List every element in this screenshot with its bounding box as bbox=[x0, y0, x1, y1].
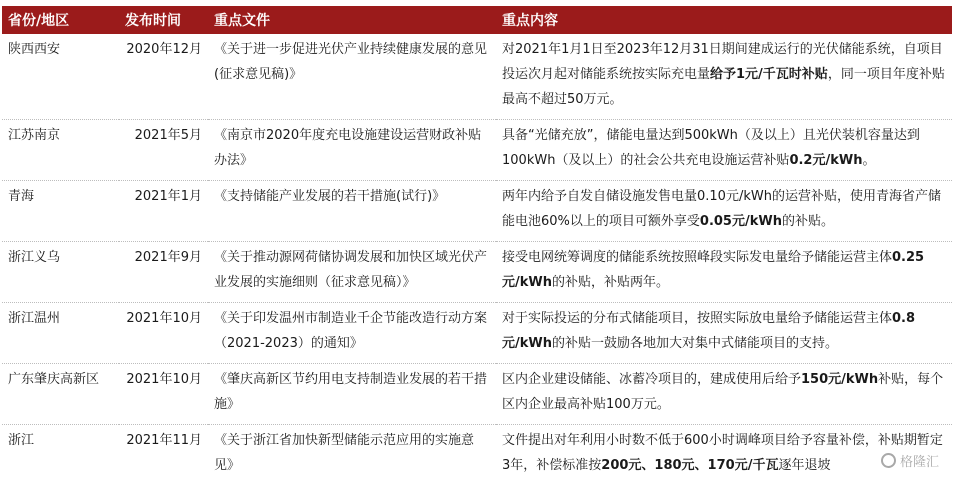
row-region: 青海 bbox=[2, 181, 119, 242]
row-region: 江苏南京 bbox=[2, 120, 119, 181]
row-document: 《南京市2020年度充电设施建设运营财政补贴办法》 bbox=[208, 120, 496, 181]
row-document: 《肇庆高新区节约用电支持制造业发展的若干措施》 bbox=[208, 364, 496, 425]
row-date: 2021年5月 bbox=[119, 120, 208, 181]
content-text: 文件提出对年利用小时数不低于600小时调峰项目给予容量补偿，补贴期暂定3年，补偿标准按 bbox=[502, 433, 943, 473]
row-region: 浙江温州 bbox=[2, 303, 119, 364]
content-text: 的补贴，补贴两年。 bbox=[552, 275, 669, 290]
row-date: 2020年12月 bbox=[119, 34, 208, 120]
table-row bbox=[2, 120, 952, 181]
table-header-row bbox=[2, 6, 952, 34]
table-row bbox=[2, 425, 952, 485]
content-highlight: 0.2元/kWh bbox=[789, 153, 862, 168]
table-row bbox=[2, 303, 952, 364]
content-highlight: 0.25元/kWh bbox=[502, 250, 924, 290]
table-row bbox=[2, 364, 952, 425]
policy-table bbox=[2, 6, 952, 485]
header-content: 重点内容 bbox=[496, 6, 952, 34]
row-document: 《支持储能产业发展的若干措施(试行)》 bbox=[208, 181, 496, 242]
table-row bbox=[2, 242, 952, 303]
table-row bbox=[2, 181, 952, 242]
content-text: 补贴，每个区内企业最高补贴100万元。 bbox=[502, 372, 943, 412]
header-date: 发布时间 bbox=[119, 6, 208, 34]
table-row bbox=[2, 34, 952, 120]
content-text: ，同一项目年度补贴最高不超过50万元。 bbox=[502, 67, 945, 107]
content-text: 区内企业建设储能、冰蓄冷项目的，建成使用后给予 bbox=[502, 372, 801, 387]
content-highlight: 给予1元/千瓦时补贴 bbox=[710, 67, 828, 82]
watermark-text: 格隆汇 bbox=[900, 451, 939, 470]
row-region: 广东肇庆高新区 bbox=[2, 364, 119, 425]
content-text: 接受电网统筹调度的储能系统按照峰段实际发电量给予储能运营主体 bbox=[502, 250, 892, 265]
row-document: 《关于推动源网荷储协调发展和加快区域光伏产业发展的实施细则（征求意见稿）》 bbox=[208, 242, 496, 303]
row-region: 浙江 bbox=[2, 425, 119, 485]
header-region: 省份/地区 bbox=[2, 6, 119, 34]
row-date: 2021年10月 bbox=[119, 364, 208, 425]
content-text: 。 bbox=[862, 153, 875, 168]
content-text: 的补贴一鼓励各地加大对集中式储能项目的支持。 bbox=[552, 336, 838, 351]
content-highlight: 0.8元/kWh bbox=[502, 311, 915, 351]
row-content bbox=[496, 364, 952, 425]
row-content bbox=[496, 303, 952, 364]
row-region: 浙江义乌 bbox=[2, 242, 119, 303]
row-content bbox=[496, 242, 952, 303]
row-content bbox=[496, 120, 952, 181]
content-text: 对2021年1月1日至2023年12月31日期间建成运行的光伏储能系统，自项目投运次月起对储能系统按实际充电量 bbox=[502, 42, 943, 82]
gelonghui-logo-icon bbox=[881, 453, 896, 468]
content-text: 对于实际投运的分布式储能项目，按照实际放电量给予储能运营主体 bbox=[502, 311, 892, 326]
row-content bbox=[496, 34, 952, 120]
row-date: 2021年11月 bbox=[119, 425, 208, 485]
row-date: 2021年10月 bbox=[119, 303, 208, 364]
row-document: 《关于进一步促进光伏产业持续健康发展的意见(征求意见稿)》 bbox=[208, 34, 496, 120]
content-text: 逐年退坡 bbox=[778, 458, 830, 473]
content-text: 的补贴。 bbox=[782, 214, 834, 229]
watermark bbox=[881, 451, 939, 470]
row-date: 2021年1月 bbox=[119, 181, 208, 242]
row-date: 2021年9月 bbox=[119, 242, 208, 303]
row-content bbox=[496, 181, 952, 242]
content-highlight: 150元/kWh bbox=[801, 372, 878, 387]
row-document: 《关于浙江省加快新型储能示范应用的实施意见》 bbox=[208, 425, 496, 485]
row-document: 《关于印发温州市制造业千企节能改造行动方案（2021-2023）的通知》 bbox=[208, 303, 496, 364]
content-highlight: 0.05元/kWh bbox=[700, 214, 782, 229]
header-document: 重点文件 bbox=[208, 6, 496, 34]
content-text: 两年内给予自发自储设施发售电量0.10元/kWh的运营补贴，使用青海省产储能电池60%以上的项目可额外享受 bbox=[502, 189, 941, 229]
content-highlight: 200元、180元、170元/千瓦 bbox=[601, 458, 778, 473]
content-text: 具备“光储充放”，储能电量达到500kWh（及以上）且光伏装机容量达到100kWh（及以上）的社会公共充电设施运营补贴 bbox=[502, 128, 920, 168]
row-region: 陕西西安 bbox=[2, 34, 119, 120]
